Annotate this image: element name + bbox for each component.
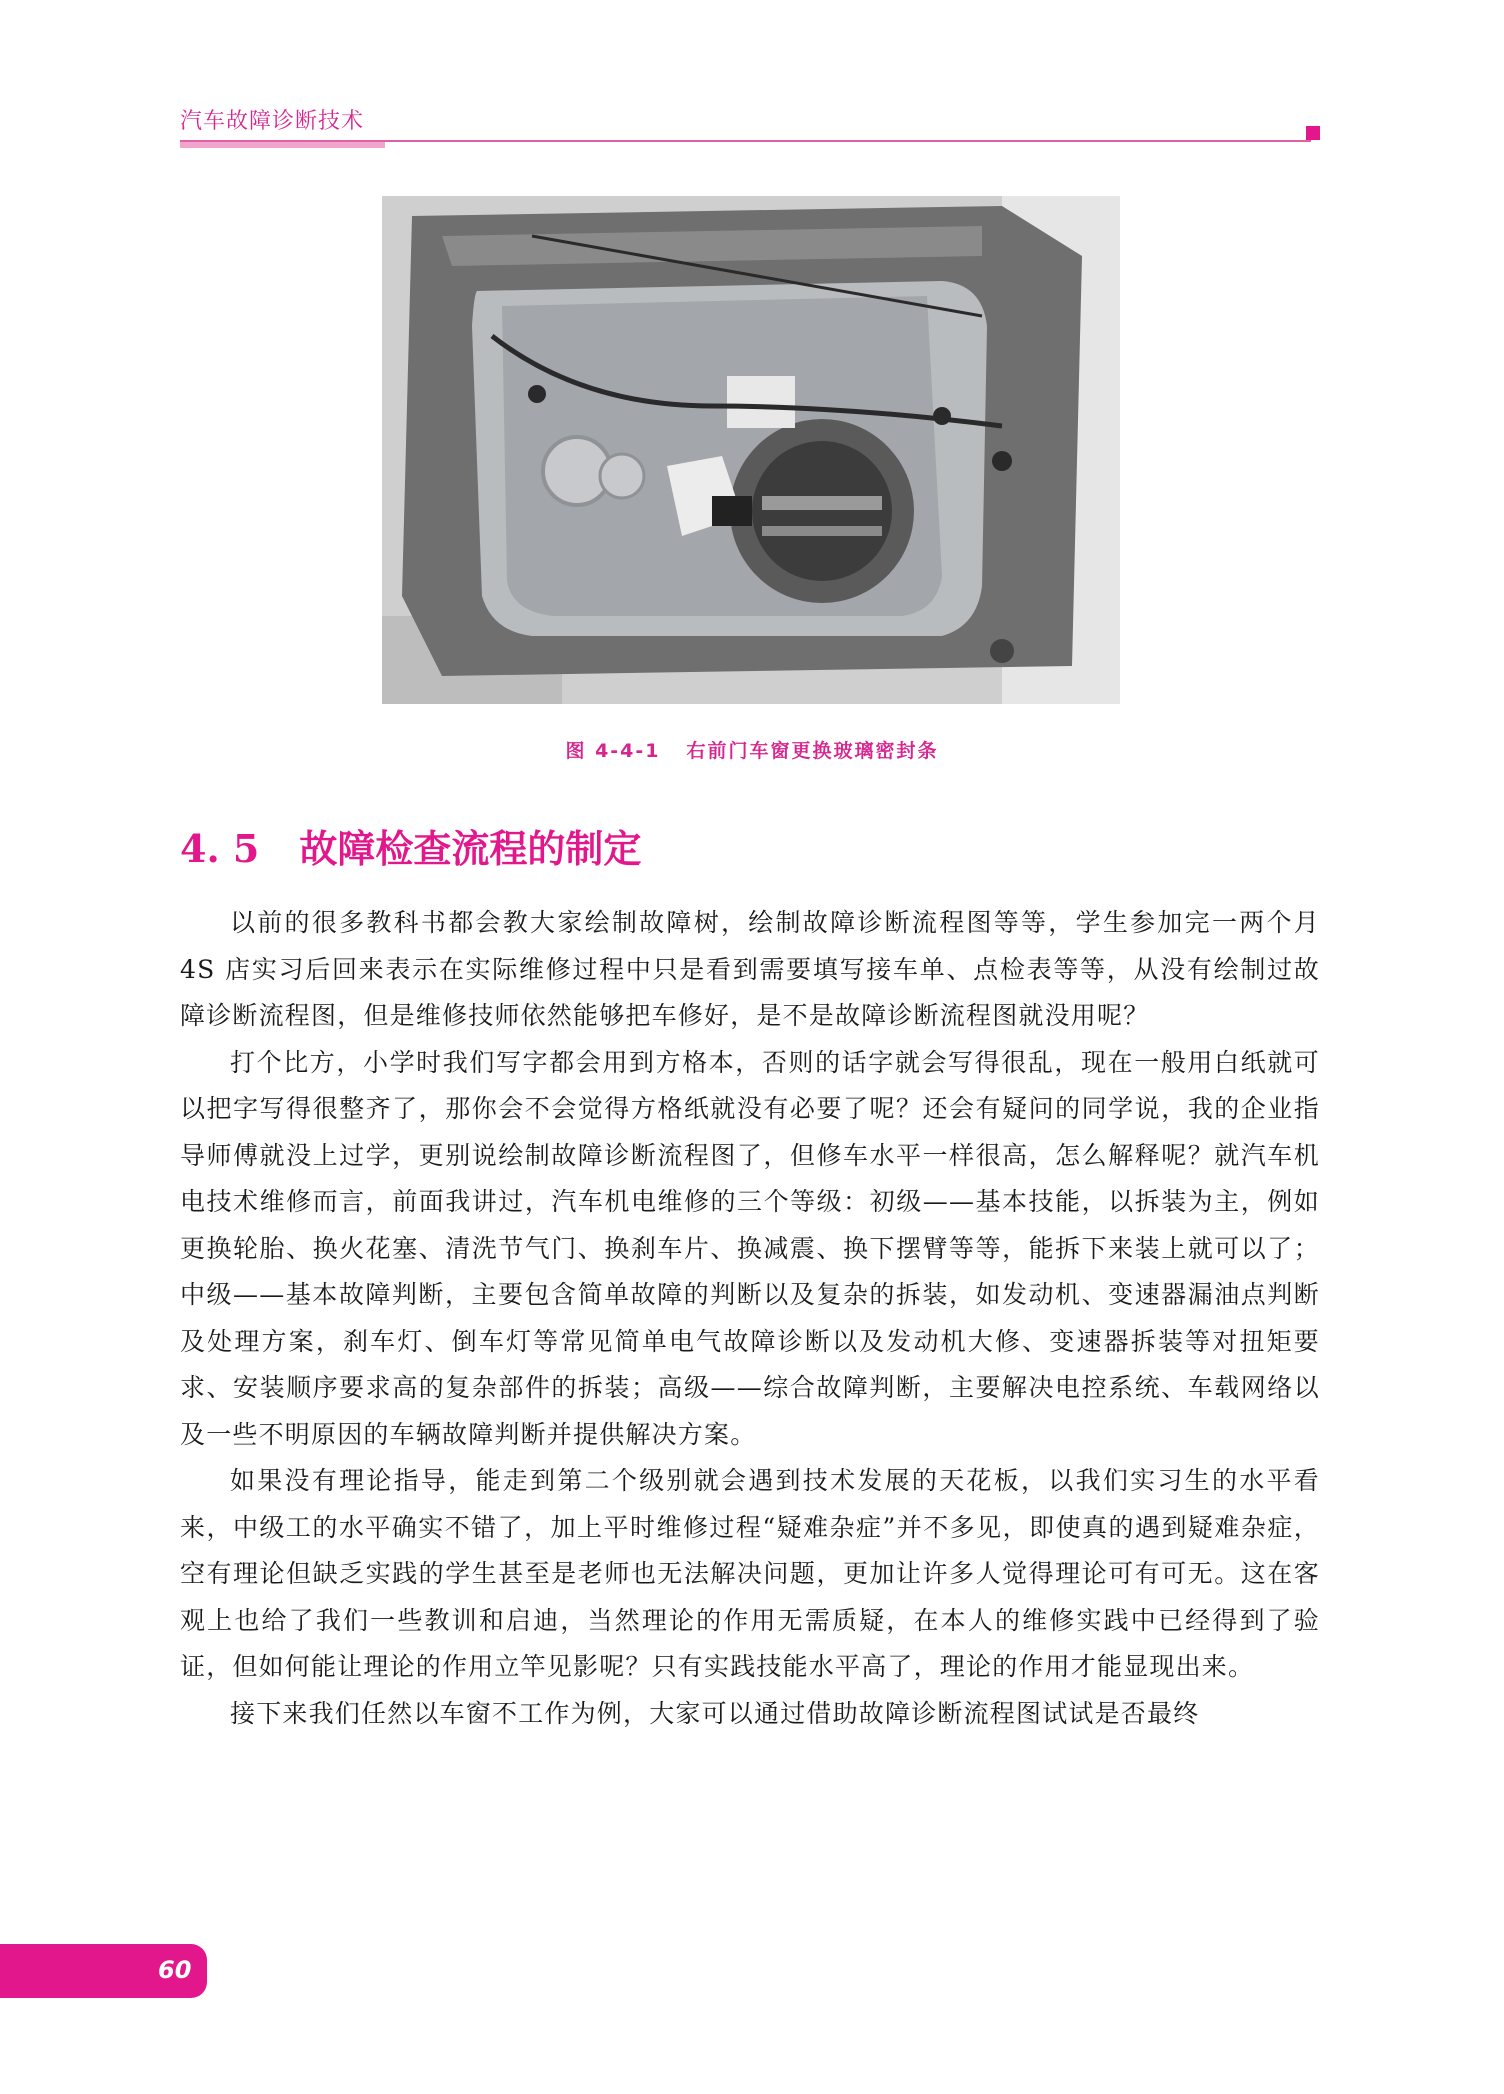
car-door-photo (382, 196, 1120, 704)
section-heading (180, 818, 641, 873)
page-number: 60 (158, 1956, 192, 1984)
section-title: 故障检查流程的制定 (299, 827, 642, 871)
running-header: 汽车故障诊断技术 (180, 109, 365, 134)
paragraph: 打个比方，小学时我们写字都会用到方格本，否则的话字就会写得很乱，现在一般用白纸就可以把字写得很整齐了，那你会不会觉得方格纸就没有必要了呢？还会有疑问的同学说，我的企业指导师傅就没上过学，更别说绘制故障诊断流程图了，但修车水平一样很高，怎么解释呢？就汽车机电技术维修而言，前面我讲过，汽车机电维修的三个等级：初级——基本技能，以拆装为主，例如更换轮胎、换火花塞、清洗节气门、换刹车片、换减震、换下摆臂等等，能拆下来装上就可以了；中级——基本故障判断，主要包含简单故障的判断以及复杂的拆装，如发动机、变速器漏油点判断及处理方案，刹车灯、倒车灯等常见简单电气故障诊断以及发动机大修、变速器拆装等对扭矩要求、安装顺序要求高的复杂部件的拆装；高级——综合故障判断，主要解决电控系统、车载网络以及一些不明原因的车辆故障判断并提供解决方案。 (180, 1047, 1320, 1449)
figure-caption-number: 图 4-4-1 (565, 740, 661, 762)
body-text (180, 900, 1320, 1737)
paragraph: 以前的很多教科书都会教大家绘制故障树，绘制故障诊断流程图等等，学生参加完一两个月 4S 店实习后回来表示在实际维修过程中只是看到需要填写接车单、点检表等等，从没有绘制过故障诊断流程图，但是维修技师依然能够把车修好，是不是故障诊断流程图就没用呢？ (180, 908, 1320, 1030)
figure-caption (0, 736, 1504, 763)
section-number: 4. 5 (180, 826, 260, 871)
paragraph: 如果没有理论指导，能走到第二个级别就会遇到技术发展的天花板，以我们实习生的水平看来，中级工的水平确实不错了，加上平时维修过程“疑难杂症”并不多见，即使真的遇到疑难杂症，空有理论但缺乏实践的学生甚至是老师也无法解决问题，更加让许多人觉得理论可有可无。这在客观上也给了我们一些教训和启迪，当然理论的作用无需质疑，在本人的维修实践中已经得到了验证，但如何能让理论的作用立竿见影呢？只有实践技能水平高了，理论的作用才能显现出来。 (180, 1466, 1320, 1681)
header-square-mark (1306, 126, 1320, 140)
header-rule-accent (180, 142, 385, 148)
figure-caption-text: 右前门车窗更换玻璃密封条 (686, 740, 939, 762)
paragraph: 接下来我们任然以车窗不工作为例，大家可以通过借助故障诊断流程图试试是否最终 (230, 1698, 1200, 1728)
